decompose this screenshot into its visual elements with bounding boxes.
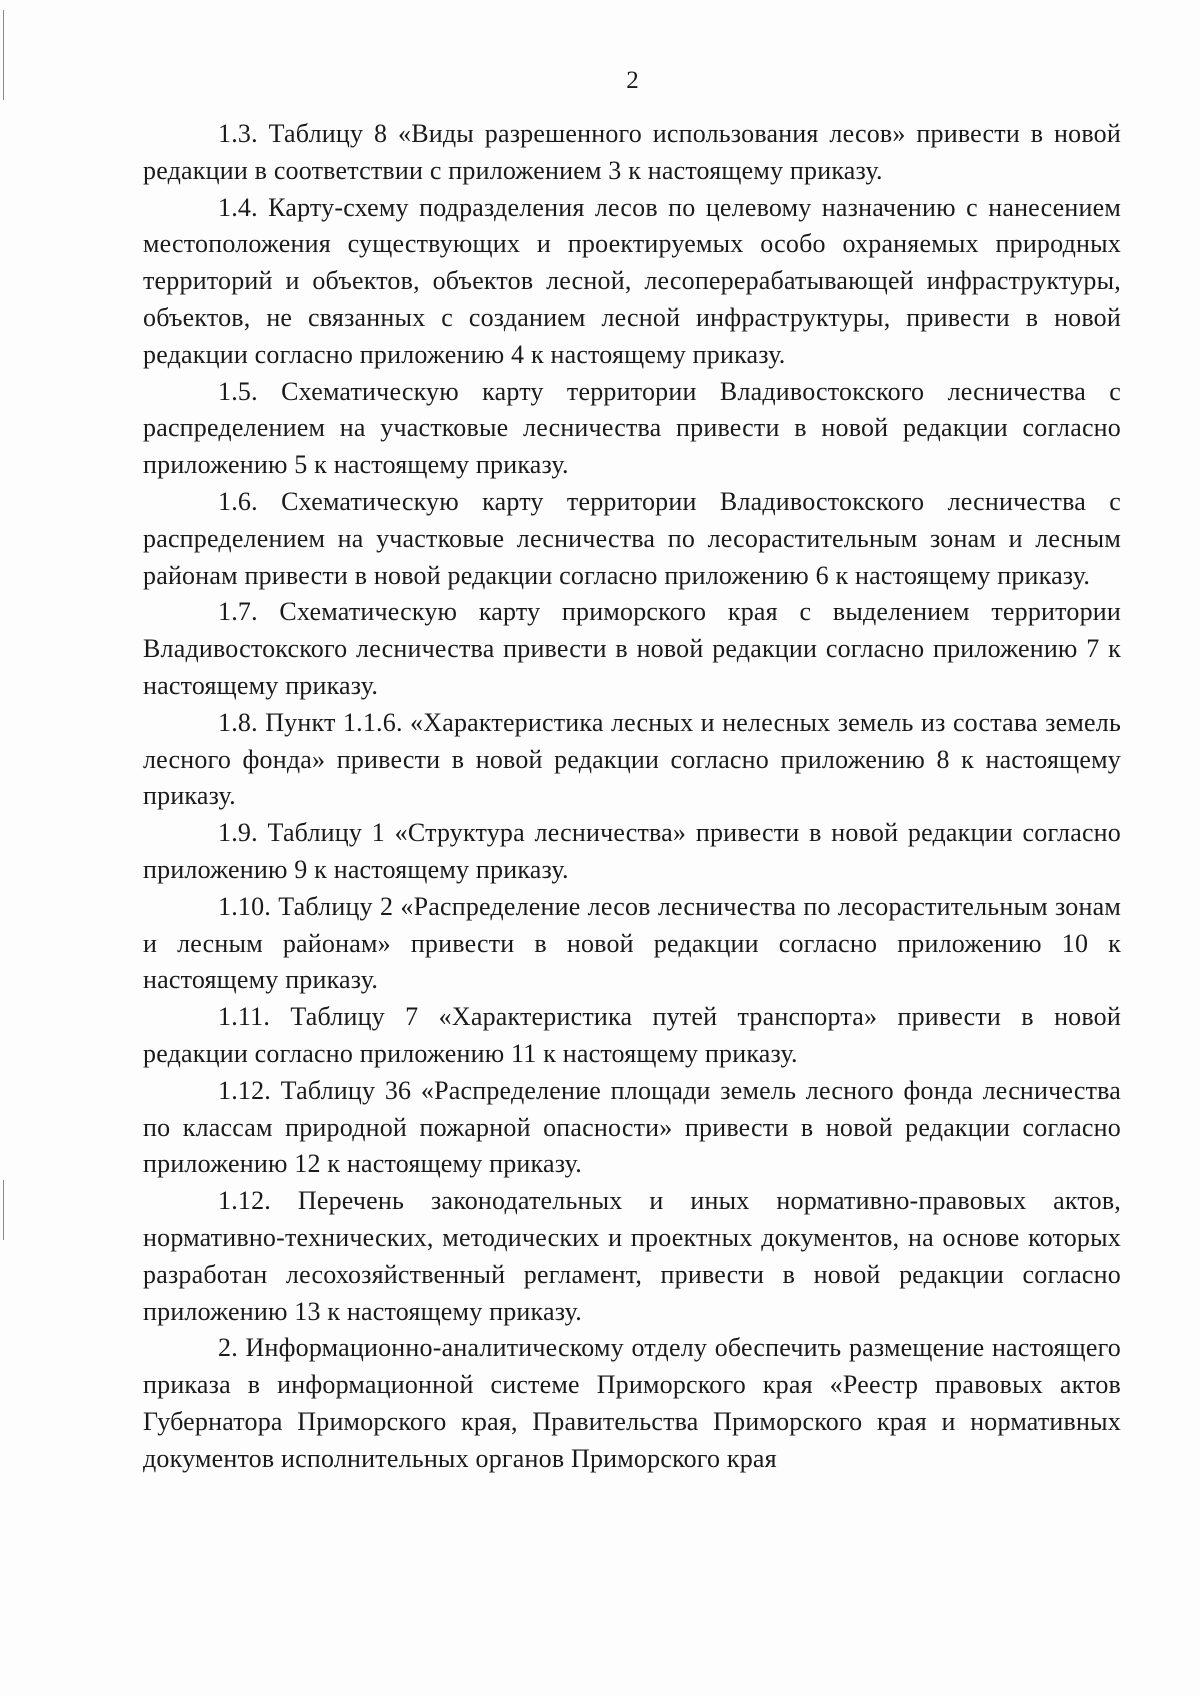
paragraph-1-11: 1.11. Таблицу 7 «Характеристика путей транспорта» привести в новой редакции согласно приложению 11 к настоящему приказу. — [143, 1002, 1121, 1068]
paragraph-1-6: 1.6. Схематическую карту территории Владивостокского лесничества с распределением на участковые лесничества по лесорастительным зонам и лесным районам привести в новой редакции согласно приложению 6 к настоящему приказу. — [143, 486, 1121, 590]
paragraph-1-3: 1.3. Таблицу 8 «Виды разрешенного использования лесов» привести в новой редакции в соответствии с приложением 3 к настоящему приказу. — [143, 119, 1121, 185]
paragraph-1-5: 1.5. Схематическую карту территории Владивостокского лесничества с распределением на участковые лесничества привести в новой редакции согласно приложению 5 к настоящему приказу. — [143, 376, 1121, 480]
page-number: 2 — [626, 67, 639, 94]
paragraph-1-12-list: 1.12. Перечень законодательных и иных нормативно-правовых актов, нормативно-технических, методических и проектных документов, на основе которых разработан лесохозяйственный регламент, привести в новой редакции согласно приложению 13 к настоящему приказу. — [143, 1186, 1121, 1326]
paragraph-1-12-table36: 1.12. Таблицу 36 «Распределение площади земель лесного фонда лесничества по классам природной пожарной опасности» привести в новой редакции согласно приложению 12 к настоящему приказу. — [143, 1075, 1121, 1179]
paragraph-1-10: 1.10. Таблицу 2 «Распределение лесов лесничества по лесорастительным зонам и лесным районам» привести в новой редакции согласно приложению 10 к настоящему приказу. — [143, 891, 1121, 995]
paragraph-1-8: 1.8. Пункт 1.1.6. «Характеристика лесных и нелесных земель из состава земель лесного фонда» привести в новой редакции согласно приложению 8 к настоящему приказу. — [143, 707, 1121, 811]
paragraph-2: 2. Информационно-аналитическому отделу обеспечить размещение настоящего приказа в информационной системе Приморского края «Реестр правовых актов Губернатора Приморского края, Правительства Приморского края и нормативных документов исполнительных органов Приморского края — [143, 1333, 1121, 1473]
paragraph-1-4: 1.4. Карту-схему подразделения лесов по целевому назначению с нанесением местоположения существующих и проектируемых особо охраняемых природных территорий и объектов, объектов лесной, лесоперерабатывающей инфраструктуры, объектов, не связанных с созданием лесной инфраструктуры, привести в новой редакции согласно приложению 4 к настоящему приказу. — [143, 192, 1121, 369]
paragraph-1-7: 1.7. Схематическую карту приморского края с выделением территории Владивостокского лесничества привести в новой редакции согласно приложению 7 к настоящему приказу. — [143, 597, 1121, 700]
paragraph-1-9: 1.9. Таблицу 1 «Структура лесничества» привести в новой редакции согласно приложению 9 к настоящему приказу. — [143, 818, 1121, 884]
document-body — [143, 116, 1121, 1477]
scan-edge-mark — [3, 1180, 4, 1240]
